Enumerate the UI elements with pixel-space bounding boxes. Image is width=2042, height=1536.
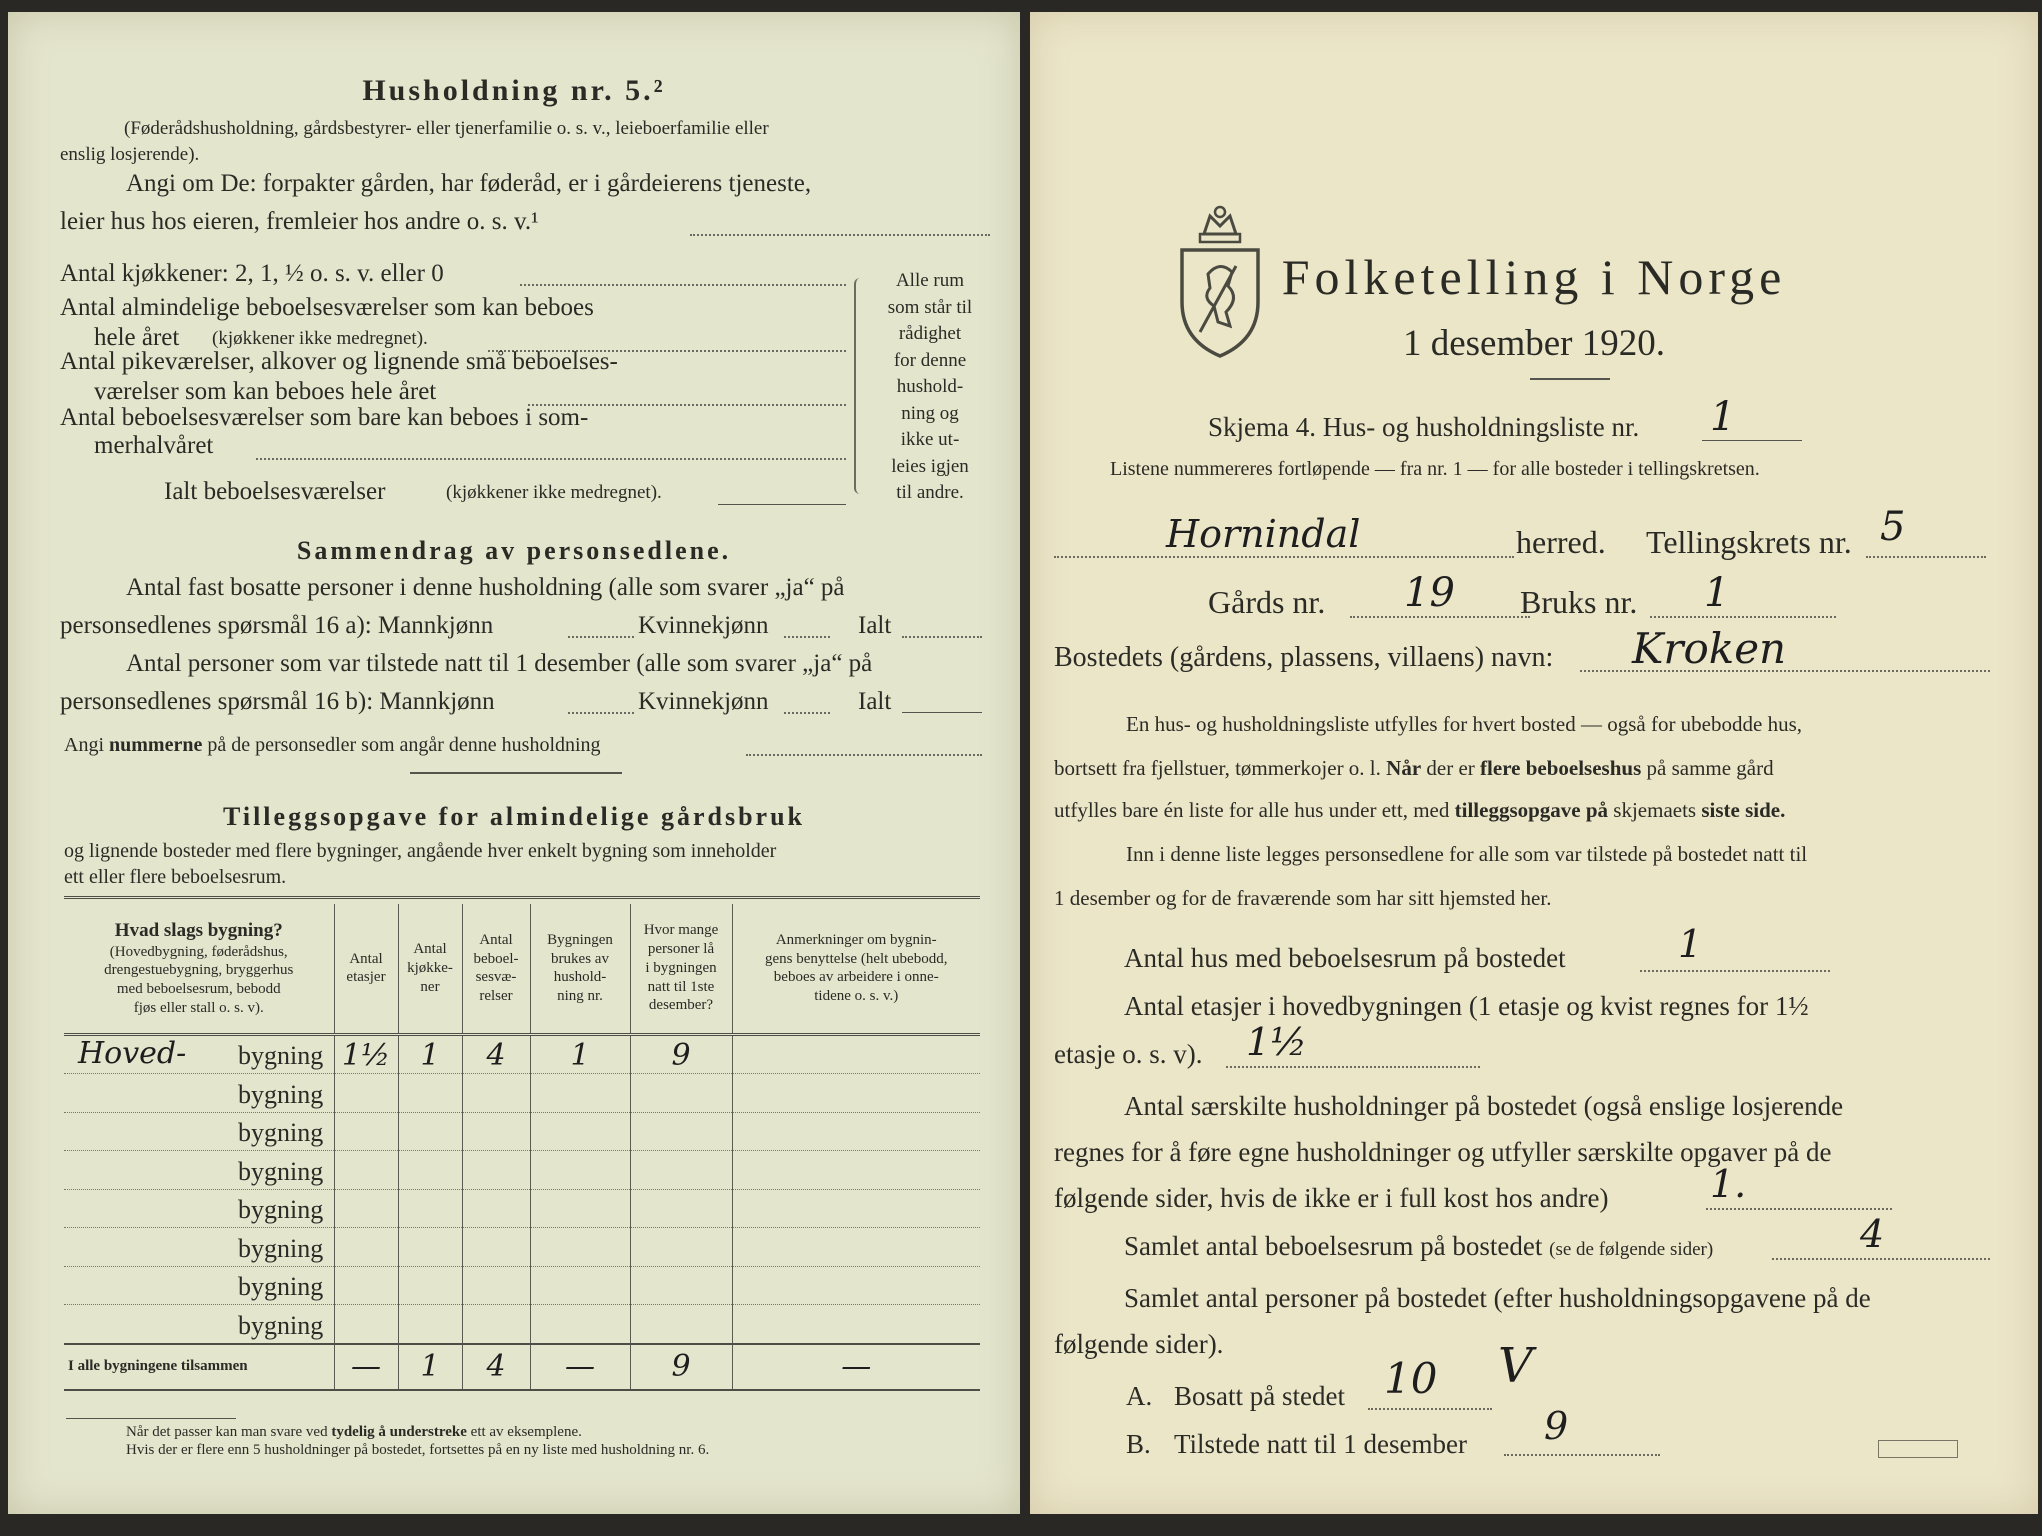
footnote-rule	[66, 1418, 236, 1419]
para-3b: tilleggsopgave på	[1454, 798, 1609, 822]
table-row	[64, 1151, 980, 1190]
ialt-line	[718, 504, 846, 505]
header-line: Antal	[349, 950, 383, 967]
gards-value[interactable]: 19	[1404, 570, 1455, 616]
bosted-label: Bostedets (gårdens, plassens, villaens) navn:	[1054, 642, 1554, 673]
para-2c: der er	[1426, 756, 1475, 780]
fast-line-1: Antal fast bosatte personer i denne husholdning (alle som svarer „ja“ på	[126, 574, 845, 601]
header-type-line: med beboelsesrum, bebodd	[116, 981, 281, 998]
building-type-cell[interactable]	[64, 1074, 334, 1113]
header-line: hushold-	[553, 969, 607, 986]
fast-mann-line	[568, 636, 634, 638]
nummerne-text-b: nummerne	[109, 734, 203, 756]
cell-personer[interactable]	[630, 1074, 732, 1113]
para-5: 1 desember og for de fraværende som har sitt hjemsted her.	[1054, 886, 1552, 910]
table-row	[64, 1305, 980, 1344]
building-type-cell[interactable]	[64, 1305, 334, 1344]
tilstede-ialt-line	[902, 712, 982, 713]
bosted-line	[1580, 670, 1990, 672]
side-note-line: hushold-	[896, 376, 964, 397]
angi-line-1: Angi om De: forpakter gården, har føderåd, er i gårdeierens tjeneste,	[126, 170, 812, 197]
listene-note: Listene nummereres fortløpende — fra nr. 1 — for alle bosteder i tellingskretsen.	[1110, 458, 1760, 480]
side-note	[870, 268, 990, 507]
para-3d: siste side.	[1701, 798, 1786, 822]
rum-value[interactable]: 4	[1860, 1212, 1885, 1256]
fast-ialt-label: Ialt	[858, 612, 892, 639]
title-rule	[1530, 378, 1610, 380]
a-value[interactable]: 10	[1384, 1354, 1438, 1403]
fast-ialt-line	[902, 636, 982, 638]
para-2	[1054, 756, 1774, 781]
a-check-mark: V	[1498, 1338, 1533, 1394]
para-4: Inn i denne liste legges personsedlene for alle som var tilstede på bostedet natt til	[1126, 842, 1808, 866]
fast-kvinne-line	[784, 636, 830, 638]
table-row	[64, 1266, 980, 1305]
header-husholdning	[530, 904, 630, 1034]
header-personer	[630, 904, 732, 1034]
bebo-label-1: Antal almindelige beboelsesværelser som kan beboes	[60, 294, 594, 321]
bygning-word: bygning	[238, 1310, 324, 1340]
para-3a: utfylles bare én liste for alle hus under ett, med	[1054, 798, 1450, 822]
separator	[410, 772, 622, 774]
cell-vaerelser[interactable]	[462, 1305, 530, 1344]
tilstede-ialt-label: Ialt	[858, 688, 892, 715]
tillegg-title: Tilleggsopgave for almindelige gårdsbruk	[222, 802, 806, 831]
cell-anm[interactable]	[732, 1228, 980, 1267]
header-vaerelser	[462, 904, 530, 1034]
bruks-line	[1650, 616, 1836, 618]
herred-label: herred.	[1516, 524, 1606, 560]
para-3c: skjemaets	[1613, 798, 1697, 822]
cell-vaerelser[interactable]	[462, 1266, 530, 1305]
header-kjokkener	[398, 904, 462, 1034]
side-note-line: til andre.	[896, 482, 964, 503]
header-line: sesvæ-	[475, 969, 517, 986]
header-anmerkninger	[732, 904, 980, 1034]
etasjer-value[interactable]: 1½	[1246, 1020, 1308, 1064]
header-line: kjøkke-	[407, 959, 453, 976]
total-husholdning[interactable]: —	[530, 1344, 630, 1390]
pers-label-1: Samlet antal personer på bostedet (efter husholdningsopgavene på de	[1124, 1283, 1871, 1313]
hus-label: Antal hus med beboelsesrum på bostedet	[1124, 943, 1566, 973]
cell-etasjer[interactable]	[334, 1189, 398, 1228]
etasjer-label-1: Antal etasjer i hovedbygningen (1 etasje og kvist regnes for 1½	[1124, 991, 1809, 1021]
tillegg-line-2: ett eller flere beboelsesrum.	[64, 866, 287, 888]
left-page	[8, 12, 1020, 1514]
tilstede-mann-line	[568, 712, 634, 714]
hus-line	[1640, 970, 1830, 972]
building-type-cell[interactable]	[64, 1228, 334, 1267]
building-type-cell[interactable]	[64, 1266, 334, 1305]
cell-personer[interactable]	[630, 1228, 732, 1267]
cell-vaerelser[interactable]	[462, 1228, 530, 1267]
nummerne-answer-line	[746, 754, 982, 756]
header-line: natt til 1ste	[647, 978, 715, 995]
header-line: ning nr.	[557, 988, 603, 1004]
rum-label-text: Samlet antal beboelsesrum på bostedet	[1124, 1231, 1543, 1261]
table-top-rule	[64, 896, 980, 899]
table-row	[64, 1189, 980, 1228]
header-line: brukes av	[551, 950, 609, 967]
fast-line-2: personsedlenes spørsmål 16 a): Mannkjønn	[60, 612, 494, 639]
para-2a: bortsett fra fjellstuer, tømmerkojer o. l.	[1054, 756, 1381, 780]
para-3	[1054, 798, 1785, 823]
cell-kjokkener[interactable]	[398, 1151, 462, 1190]
side-note-line: rådighet	[898, 323, 962, 344]
hush-label-2: regnes for å føre egne husholdninger og utfyller særskilte opgaver på de	[1054, 1137, 1832, 1167]
total-vaerelser[interactable]: 4	[462, 1344, 530, 1390]
hus-value[interactable]: 1	[1678, 922, 1703, 966]
cell-anm[interactable]	[732, 1074, 980, 1113]
building-table	[64, 904, 980, 1391]
total-label: I alle bygningene tilsammen	[68, 1358, 248, 1374]
sommer-label-1: Antal beboelsesværelser som bare kan beboes i som-	[60, 404, 589, 431]
cell-kjokkener[interactable]	[398, 1305, 462, 1344]
cell-personer[interactable]	[630, 1151, 732, 1190]
cell-kjokkener[interactable]	[398, 1228, 462, 1267]
b-value[interactable]: 9	[1544, 1404, 1569, 1448]
header-line: Hvor mange	[643, 922, 719, 939]
cell-husholdning[interactable]: 1	[530, 1034, 630, 1074]
table-row	[64, 1228, 980, 1267]
b-text: Tilstede natt til 1 desember	[1174, 1429, 1467, 1459]
header-line: etasjer	[346, 969, 386, 986]
cell-anm[interactable]	[732, 1266, 980, 1305]
cell-vaerelser[interactable]: 4	[462, 1034, 530, 1074]
cell-personer[interactable]	[630, 1266, 732, 1305]
side-note-line: for denne	[893, 349, 967, 371]
header-line: beboel-	[473, 950, 519, 967]
etasjer-label-2: etasje o. s. v).	[1054, 1039, 1203, 1069]
tellingskrets-line	[1866, 556, 1986, 558]
table-row	[64, 1074, 980, 1113]
cell-kjokkener[interactable]	[398, 1112, 462, 1151]
header-line: gens benyttelse (helt ubebodd,	[765, 950, 948, 967]
cell-personer[interactable]	[630, 1305, 732, 1344]
cell-kjokkener[interactable]	[398, 1266, 462, 1305]
bygning-word: bygning	[238, 1195, 324, 1224]
cell-vaerelser[interactable]	[462, 1112, 530, 1151]
b-label: B.	[1126, 1429, 1151, 1459]
header-line: Anmerkninger om bygnin-	[775, 931, 937, 948]
bygning-word: bygning	[238, 1118, 324, 1147]
cell-kjokkener[interactable]: 1	[398, 1034, 462, 1074]
bygning-word: bygning	[238, 1156, 324, 1186]
header-line: Bygningen	[547, 931, 613, 948]
header-etasjer	[334, 904, 398, 1034]
side-note-line: leies igjen	[891, 455, 969, 477]
total-anm[interactable]: —	[732, 1344, 980, 1390]
header-type-line: (Hovedbygning, føderådshus,	[109, 943, 288, 960]
header-type-line: fjøs eller stall o. s. v).	[133, 999, 264, 1016]
b-line	[1504, 1454, 1660, 1456]
fast-kvinne-label: Kvinnekjønn	[638, 612, 769, 639]
building-type-cell[interactable]	[64, 1151, 334, 1190]
right-page	[1030, 12, 2038, 1514]
rum-label	[1124, 1224, 1713, 1272]
brace	[854, 278, 864, 494]
household-intro-2: enslig losjerende).	[60, 144, 200, 165]
bruks-value[interactable]: 1	[1704, 570, 1730, 616]
nummerne-line	[64, 734, 601, 757]
cell-anm[interactable]	[732, 1305, 980, 1344]
table-row	[64, 1034, 980, 1074]
nummerne-text-a: Angi	[64, 734, 104, 756]
cell-kjokkener[interactable]	[398, 1189, 462, 1228]
tilstede-line-2: personsedlenes spørsmål 16 b): Mannkjønn	[60, 688, 495, 715]
cell-vaerelser[interactable]	[462, 1151, 530, 1190]
bygning-word: bygning	[238, 1079, 324, 1109]
cell-etasjer[interactable]	[334, 1151, 398, 1190]
cell-personer[interactable]: 9	[630, 1034, 732, 1074]
angi-answer-line	[690, 234, 990, 236]
cell-personer[interactable]	[630, 1112, 732, 1151]
bosted-value[interactable]: Kroken	[1632, 624, 1787, 673]
tilstede-kvinne-line	[784, 712, 830, 714]
footnote-1a: Når det passer kan man svare ved	[126, 1424, 328, 1440]
para-2d: flere beboelseshus	[1480, 756, 1642, 780]
kjokkener-label: Antal kjøkkener: 2, 1, ½ o. s. v. eller 0	[60, 260, 444, 287]
pers-label-2: følgende sider).	[1054, 1329, 1224, 1359]
angi-line-2: leier hus hos eieren, fremleier hos andre o. s. v.¹	[60, 208, 539, 235]
header-type	[64, 904, 334, 1034]
cell-etasjer[interactable]	[334, 1112, 398, 1151]
header-line: Antal	[413, 941, 447, 958]
skjema-value[interactable]: 1	[1710, 394, 1736, 440]
cell-vaerelser[interactable]	[462, 1189, 530, 1228]
footnote-2: Hvis der er flere enn 5 husholdninger på bostedet, fortsettes på en ny liste med husholdning nr. 6.	[126, 1442, 710, 1458]
building-type-cell[interactable]	[64, 1189, 334, 1228]
building-type-name[interactable]: Hoved-	[78, 1036, 187, 1071]
rum-line	[1772, 1258, 1990, 1260]
table-row	[64, 1112, 980, 1151]
gards-label: Gårds nr.	[1208, 584, 1326, 620]
cell-husholdning[interactable]	[530, 1112, 630, 1151]
cell-etasjer[interactable]	[334, 1266, 398, 1305]
herred-value[interactable]: Hornindal	[1166, 512, 1361, 556]
ialt-label: Ialt beboelsesværelser	[164, 478, 386, 505]
census-title: Folketelling i Norge	[1281, 249, 1787, 305]
cell-anm[interactable]	[732, 1189, 980, 1228]
total-etasjer[interactable]: —	[334, 1344, 398, 1390]
printer-stamp	[1878, 1440, 1958, 1458]
side-note-line: som står til	[887, 296, 973, 318]
cell-personer[interactable]	[630, 1189, 732, 1228]
cell-anm[interactable]	[732, 1151, 980, 1190]
side-note-line: ikke ut-	[900, 429, 960, 450]
bygning-word: bygning	[238, 1041, 324, 1070]
sommer-label-2: merhalvåret	[94, 432, 214, 459]
pike-label-1: Antal pikeværelser, alkover og lignende små beboelses-	[60, 348, 618, 375]
skjema-line	[1702, 440, 1802, 441]
building-type-cell[interactable]	[64, 1034, 334, 1074]
tellingskrets-label: Tellingskrets nr.	[1646, 524, 1852, 560]
footnote-1	[126, 1424, 582, 1441]
sammendrag-title: Sammendrag av personsedlene.	[296, 536, 732, 565]
para-1: En hus- og husholdningsliste utfylles for hvert bosted — også for ubebodde hus,	[1126, 712, 1802, 736]
side-note-line: ning og	[901, 402, 959, 424]
tillegg-line-1: og lignende bosteder med flere bygninger, angående hver enkelt bygning som inneholder	[64, 840, 777, 862]
cell-etasjer[interactable]: 1½	[334, 1034, 398, 1074]
tellingskrets-value[interactable]: 5	[1880, 504, 1906, 550]
header-line: ner	[420, 978, 440, 995]
cell-etasjer[interactable]	[334, 1228, 398, 1267]
bygning-word: bygning	[238, 1272, 324, 1301]
hush-label-1: Antal særskilte husholdninger på bostedet (også enslige losjerende	[1124, 1091, 1844, 1121]
bebo-label-2: hele året	[94, 324, 180, 351]
cell-husholdning[interactable]	[530, 1228, 630, 1267]
building-table-body	[64, 1034, 980, 1344]
herred-line	[1054, 556, 1514, 558]
header-line: beboes av arbeidere i onne-	[773, 969, 939, 986]
cell-etasjer[interactable]	[334, 1074, 398, 1113]
tilstede-line-1: Antal personer som var tilstede natt til 1 desember (alle som svarer „ja“ på	[126, 650, 873, 677]
skjema-label: Skjema 4. Hus- og husholdningsliste nr.	[1208, 412, 1640, 442]
footnote-1b: tydelig å understreke	[331, 1424, 467, 1440]
cell-etasjer[interactable]	[334, 1305, 398, 1344]
nummerne-text-c: på de personsedler som angår denne husholdning	[207, 734, 601, 756]
bebo-label-note: (kjøkkener ikke medregnet).	[212, 328, 428, 349]
etasjer-line	[1226, 1066, 1480, 1068]
a-label: A.	[1126, 1381, 1153, 1411]
hush-value[interactable]: 1.	[1710, 1162, 1747, 1206]
a-line	[1368, 1408, 1492, 1410]
bygning-word: bygning	[238, 1233, 324, 1263]
pike-label-2: værelser som kan beboes hele året	[94, 378, 437, 405]
tilstede-kvinne-label: Kvinnekjønn	[638, 688, 769, 715]
total-row	[64, 1344, 980, 1390]
cell-anm[interactable]	[732, 1034, 980, 1074]
hush-label-3: følgende sider, hvis de ikke er i full kost hos andre)	[1054, 1183, 1609, 1213]
header-line: relser	[479, 988, 513, 1004]
cell-husholdning[interactable]	[530, 1189, 630, 1228]
gards-line	[1350, 616, 1530, 618]
household-title: Husholdning nr. 5.²	[362, 74, 666, 107]
cell-vaerelser[interactable]	[462, 1074, 530, 1113]
header-type-title: Hvad slags bygning?	[114, 919, 283, 941]
header-line: tidene o. s. v.)	[814, 988, 899, 1004]
cell-husholdning[interactable]	[530, 1305, 630, 1344]
header-line: Antal	[479, 931, 513, 948]
hush-line	[1706, 1208, 1892, 1210]
header-line: personer lå	[647, 941, 715, 958]
household-intro-1: (Føderådshusholdning, gårdsbestyrer- eller tjenerfamilie o. s. v., leieboerfamilie eller	[124, 118, 769, 139]
header-line: desember?	[648, 997, 714, 1014]
cell-anm[interactable]	[732, 1112, 980, 1151]
census-date: 1 desember 1920.	[1402, 323, 1666, 364]
para-2b: Når	[1386, 756, 1422, 780]
ialt-note: (kjøkkener ikke medregnet).	[446, 482, 662, 503]
a-text: Bosatt på stedet	[1174, 1381, 1345, 1411]
bruks-label: Bruks nr.	[1520, 584, 1638, 620]
side-note-line: Alle rum	[895, 270, 965, 291]
cell-husholdning[interactable]	[530, 1074, 630, 1113]
kjokkener-line	[520, 284, 846, 286]
sommer-line	[256, 458, 846, 460]
cell-husholdning[interactable]	[530, 1151, 630, 1190]
cell-husholdning[interactable]	[530, 1266, 630, 1305]
cell-kjokkener[interactable]	[398, 1074, 462, 1113]
header-line: i bygningen	[645, 959, 717, 976]
header-type-line: drengestuebygning, bryggerhus	[104, 962, 294, 979]
rum-label-note: (se de følgende sider)	[1549, 1239, 1714, 1260]
para-2e: på samme gård	[1646, 756, 1774, 780]
total-kjokkener[interactable]: 1	[398, 1344, 462, 1390]
total-personer[interactable]: 9	[630, 1344, 732, 1390]
footnote-1c: ett av eksemplene.	[470, 1424, 582, 1440]
building-type-cell[interactable]	[64, 1112, 334, 1151]
